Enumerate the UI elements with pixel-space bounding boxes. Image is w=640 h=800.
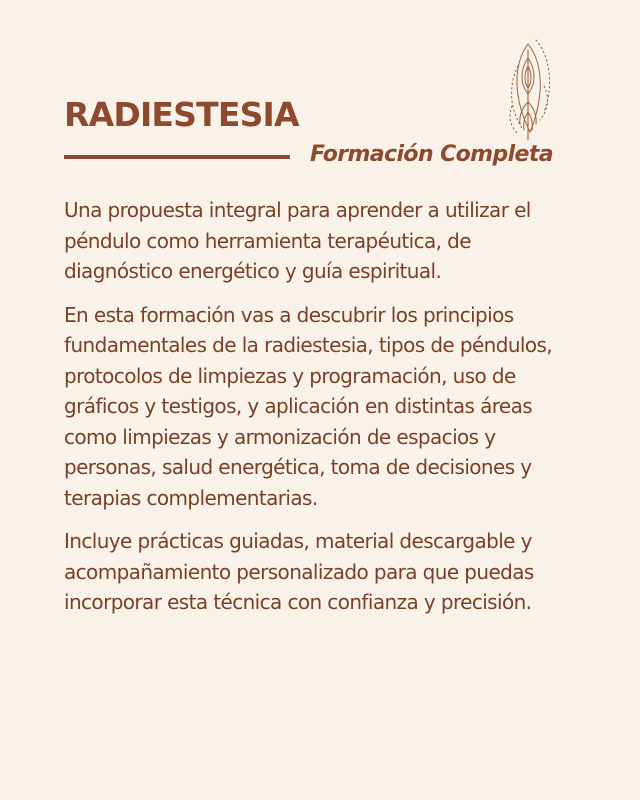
paragraph-includes: Incluye prácticas guiadas, material descargable y acompañamiento personalizado para que puedas incorporar esta técnica con confianza y precisión. [64, 529, 534, 614]
page-title: RADIESTESIA [64, 95, 299, 134]
title-divider [64, 155, 290, 159]
paragraph-intro: Una propuesta integral para aprender a utilizar el péndulo como herramienta terapéutica, de diagnóstico energético y guía espiritual. [64, 198, 531, 283]
page-subtitle: Formación Completa [310, 142, 554, 167]
paragraph-details: En esta formación vas a descubrir los principios fundamentales de la radiestesia, tipos de péndulos, protocolos de limpiezas y programación, uso de gráficos y testigos, y aplicación en distintas áreas como limpiezas y armonización de espacios y personas, salud energética, toma de decisiones y terapias complementarias. [64, 302, 553, 510]
description-text [64, 195, 564, 631]
feather-icon [500, 36, 556, 146]
